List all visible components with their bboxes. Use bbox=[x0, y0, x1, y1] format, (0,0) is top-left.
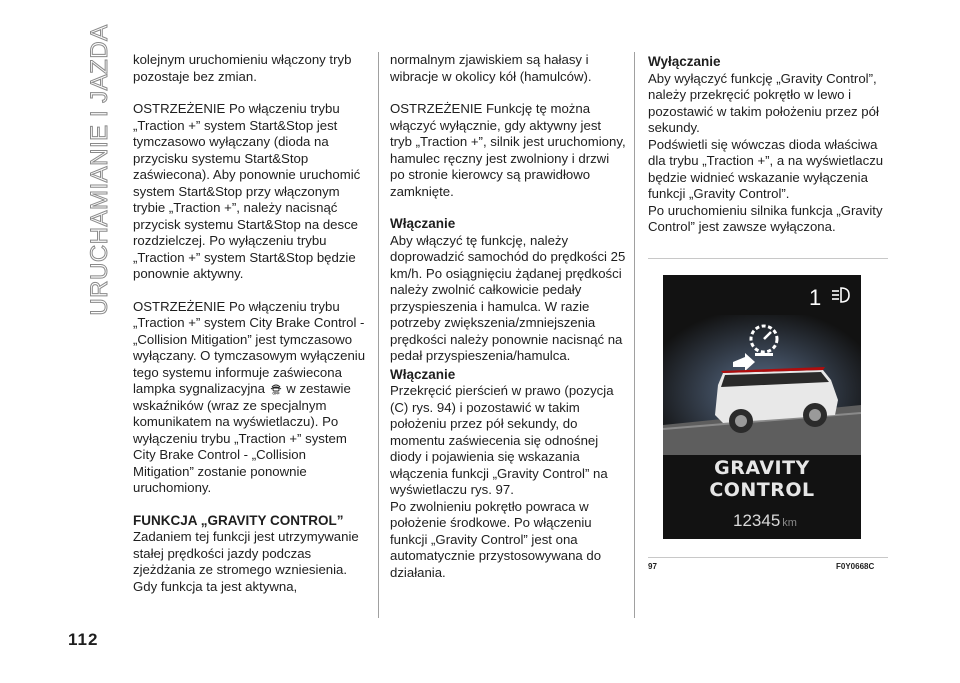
gear-indicator: 1 bbox=[809, 285, 822, 310]
car-on-slope-illustration bbox=[663, 315, 861, 455]
page-number: 112 bbox=[68, 630, 99, 649]
paragraph: Aby wyłączyć funkcję „Gravity Control”, należy przekręcić pokrętło w lewo i pozostawić w takim położeniu przez pół sekundy. bbox=[648, 70, 879, 135]
figure-rule bbox=[648, 258, 888, 259]
paragraph: Po uruchomieniu silnika funkcja „Gravity Control” jest zawsze wyłączona. bbox=[648, 202, 883, 234]
dashboard-display-figure bbox=[663, 275, 861, 539]
collision-off-warning-icon bbox=[269, 382, 283, 395]
paragraph: Aby włączyć tę funkcję, należy doprowadzić samochód do prędkości 25 km/h. Po osiągnięciu żądanej prędkości należy zwolnić całkowicie pedały przyspieszenia i hamulca. W razie potrzeby zwiększenia/zmniejszenia prędkości należy ponownie nacisnąć na pedał przyspieszenia/hamulca. bbox=[390, 232, 626, 363]
paragraph: Przekręcić pierścień w prawo (pozycja (C) rys. 94) i pozostawić w takim położeniu przez pół sekundy, do momentu zaświecenia się odnośnej diody i pojawienia się wskazania włączenia funkcji „Gravity Control” na wyświetlaczu rys. 97. bbox=[390, 383, 614, 497]
headlamp-icon bbox=[829, 283, 853, 307]
figure-number: 97 bbox=[648, 562, 657, 571]
section-heading: FUNKCJA „GRAVITY CONTROL” bbox=[133, 512, 344, 528]
subsection-heading: Włączanie bbox=[390, 216, 456, 231]
section-title-text: URUCHAMIANIE I JAZDA bbox=[86, 24, 113, 316]
figure-code: F0Y0668C bbox=[836, 562, 875, 571]
text-column-1 bbox=[133, 52, 369, 595]
paragraph: Podświetli się wówczas dioda właściwa dla trybu „Traction +”, a na wyświetlaczu będzie widnieć wskazanie wyłączenia funkcji „Gravity Control”. bbox=[648, 136, 884, 201]
warning-paragraph bbox=[133, 299, 369, 497]
subsection-heading: Wyłączanie bbox=[648, 54, 721, 69]
paragraph: Zadaniem tej funkcji jest utrzymywanie stałej prędkości jazdy podczas zjeżdżania ze stromego wzniesienia. Gdy funkcja ta jest aktywna, bbox=[133, 529, 359, 594]
paragraph: Po zwolnieniu pokrętło powraca w położenie środkowe. Po włączeniu funkcji „Gravity Control” jest ona automatycznie przystosowywana do działania. bbox=[390, 498, 602, 580]
column-divider bbox=[634, 52, 635, 618]
section-title-vertical bbox=[80, 24, 120, 316]
figure-rule bbox=[648, 557, 888, 558]
text-column-2 bbox=[390, 52, 626, 581]
odometer-unit: km bbox=[782, 517, 797, 529]
odometer bbox=[733, 511, 797, 531]
paragraph-text: w zestawie wskaźników (wraz ze specjalnym komunikatem na wyświetlaczu). Po wyłączeniu trybu „Traction +” system City Brake Control - „Collision Mitigation” zostanie ponownie uruchomiony. bbox=[133, 381, 351, 495]
warning-paragraph: OSTRZEŻENIE Funkcję tę można włączyć wyłącznie, gdy aktywny jest tryb „Traction +”, silnik jest uruchomiony, hamulec ręczny jest zwolniony i drzwi po stronie kierowcy są prawidłowo zamknięte. bbox=[390, 101, 626, 199]
column-divider bbox=[378, 52, 379, 618]
paragraph: normalnym zjawiskiem są hałasy i wibracje w okolicy kół (hamulców). bbox=[390, 52, 592, 84]
paragraph: kolejnym uruchomieniu włączony tryb pozostaje bez zmian. bbox=[133, 52, 352, 84]
display-title: GRAVITY CONTROL bbox=[709, 457, 815, 501]
odometer-value: 12345 bbox=[733, 511, 781, 530]
text-column-3 bbox=[648, 52, 888, 236]
subsection-heading: Włączanie bbox=[390, 366, 456, 382]
svg-text:OFF: OFF bbox=[272, 391, 280, 395]
warning-paragraph: OSTRZEŻENIE Po włączeniu trybu „Traction +” system Start&Stop jest tymczasowo wyłączany (dioda na przycisku systemu Start&Stop zaświecona). Aby ponownie uruchomić system Start&Stop przy włączonym trybie „Traction +”, należy nacisnąć przycisk systemu Start&Stop na desce rozdzielczej. Po wyłączeniu trybu „Traction +” system Start&Stop będzie ponownie aktywny. bbox=[133, 101, 361, 281]
paragraph-text: OSTRZEŻENIE Po włączeniu trybu „Traction +” system City Brake Control - „Collision Mitigation” jest tymczasowo wyłączany. O tymczasowym wyłączeniu tego systemu informuje zaświecona lampka sygnalizacyjna bbox=[133, 298, 366, 396]
